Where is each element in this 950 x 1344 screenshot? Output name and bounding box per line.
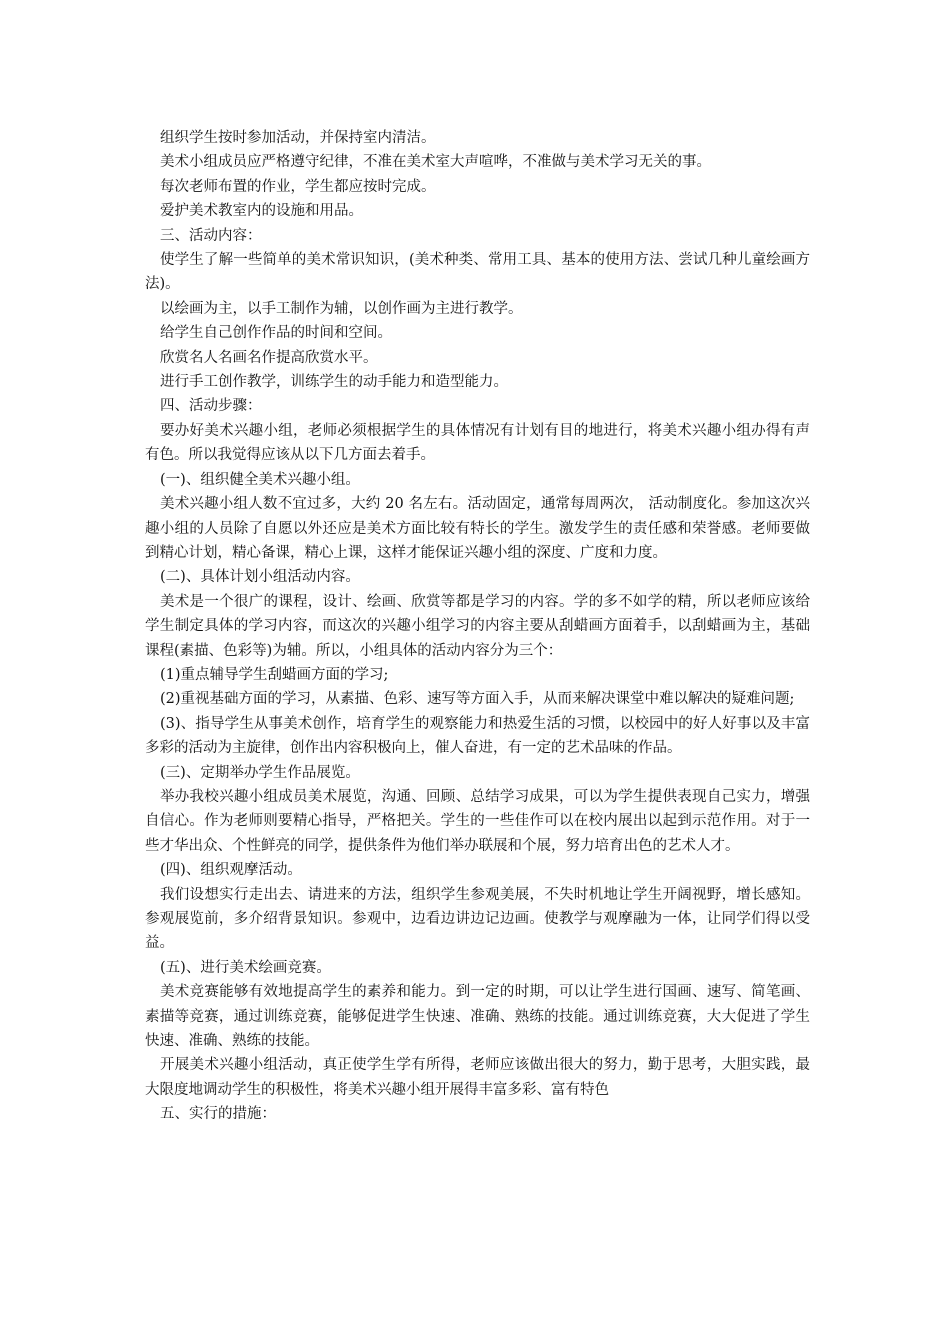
paragraph: 美术小组成员应严格遵守纪律，不准在美术室大声喧哗，不准做与美术学习无关的事。 xyxy=(160,154,711,171)
section-heading: 三、活动内容： xyxy=(160,227,262,244)
paragraph: 我们设想实行走出去、请进来的方法，组织学生参观美展，不失时机地让学生开阔视野，增长感知。参观展览前，多介绍背景知识。参观中，边看边讲边记边画。使教学与观摩融为一体，让同学们得以受益。 xyxy=(145,886,810,952)
subsection-heading: (三)、定期举办学生作品展览。 xyxy=(160,764,360,781)
section-heading: 四、活动步骤： xyxy=(160,398,262,415)
subsection-heading: (五)、进行美术绘画竞赛。 xyxy=(160,959,331,976)
paragraph: 爱护美术教室内的设施和用品。 xyxy=(160,203,363,220)
paragraph: 组织学生按时参加活动，并保持室内清洁。 xyxy=(160,130,436,146)
section-heading: 五、实行的措施： xyxy=(160,1106,276,1123)
list-item: (1)重点辅导学生刮蜡画方面的学习; xyxy=(160,666,389,683)
paragraph: 举办我校兴趣小组成员美术展览，沟通、回顾、总结学习成果，可以为学生提供表现自己实力，增强自信心。作为老师则要精心指导，严格把关。学生的一些佳作可以在校内展出以起到示范作用。对于一些才华出众、个性鲜亮的同学，提供条件为他们举办联展和个展，努力培育出色的艺术人才。 xyxy=(145,788,810,854)
subsection-heading: (二)、具体计划小组活动内容。 xyxy=(160,569,360,586)
subsection-heading: (四)、组织观摩活动。 xyxy=(160,862,302,879)
paragraph: 使学生了解一些简单的美术常识知识，(美术种类、常用工具、基本的使用方法、尝试几种儿童绘画方法)。 xyxy=(145,252,810,293)
paragraph: 给学生自己创作作品的时间和空间。 xyxy=(160,325,392,342)
paragraph: 要办好美术兴趣小组，老师必须根据学生的具体情况有计划有目的地进行，将美术兴趣小组办得有声有色。所以我觉得应该从以下几方面去着手。 xyxy=(145,422,810,464)
subsection-heading: (一)、组织健全美术兴趣小组。 xyxy=(160,471,360,488)
list-item: (2)重视基础方面的学习，从素描、色彩、速写等方面入手，从而来解决课堂中难以解决的疑难问题; xyxy=(160,691,795,708)
paragraph: 进行手工创作教学，训练学生的动手能力和造型能力。 xyxy=(160,374,508,391)
paragraph: 每次老师布置的作业，学生都应按时完成。 xyxy=(160,178,436,195)
document-body xyxy=(145,126,810,1127)
paragraph: 以绘画为主，以手工制作为辅，以创作画为主进行教学。 xyxy=(160,300,523,317)
paragraph: 美术竞赛能够有效地提高学生的素养和能力。到一定的时期，可以让学生进行国画、速写、简笔画、素描等竞赛，通过训练竞赛，能够促进学生快速、准确、熟练的技能。通过训练竞赛，大大促进了学生快速、准确、熟练的技能。 xyxy=(145,984,810,1050)
list-item: (3)、指导学生从事美术创作，培育学生的观察能力和热爱生活的习惯，以校园中的好人好事以及丰富多彩的活动为主旋律，创作出内容积极向上，催人奋进，有一定的艺术品味的作品。 xyxy=(145,715,810,757)
paragraph: 美术是一个很广的课程，设计、绘画、欣赏等都是学习的内容。学的多不如学的精，所以老师应该给学生制定具体的学习内容，而这次的兴趣小组学习的内容主要从刮蜡画方面着手，以刮蜡画为主，基础课程(素描、色彩等)为辅。所以，小组具体的活动内容分为三个： xyxy=(145,593,810,659)
paragraph: 欣赏名人名画名作提高欣赏水平。 xyxy=(160,349,378,366)
paragraph: 美术兴趣小组人数不宜过多，大约 20 名左右。活动固定，通常每周两次， 活动制度化。参加这次兴趣小组的人员除了自愿以外还应是美术方面比较有特长的学生。激发学生的责任感和荣誉感。老师要做到精心计划，精心备课，精心上课，这样才能保证兴趣小组的深度、广度和力度。 xyxy=(145,496,810,561)
paragraph: 开展美术兴趣小组活动，真正使学生学有所得，老师应该做出很大的努力，勤于思考，大胆实践，最大限度地调动学生的积极性，将美术兴趣小组开展得丰富多彩、富有特色 xyxy=(145,1057,810,1098)
